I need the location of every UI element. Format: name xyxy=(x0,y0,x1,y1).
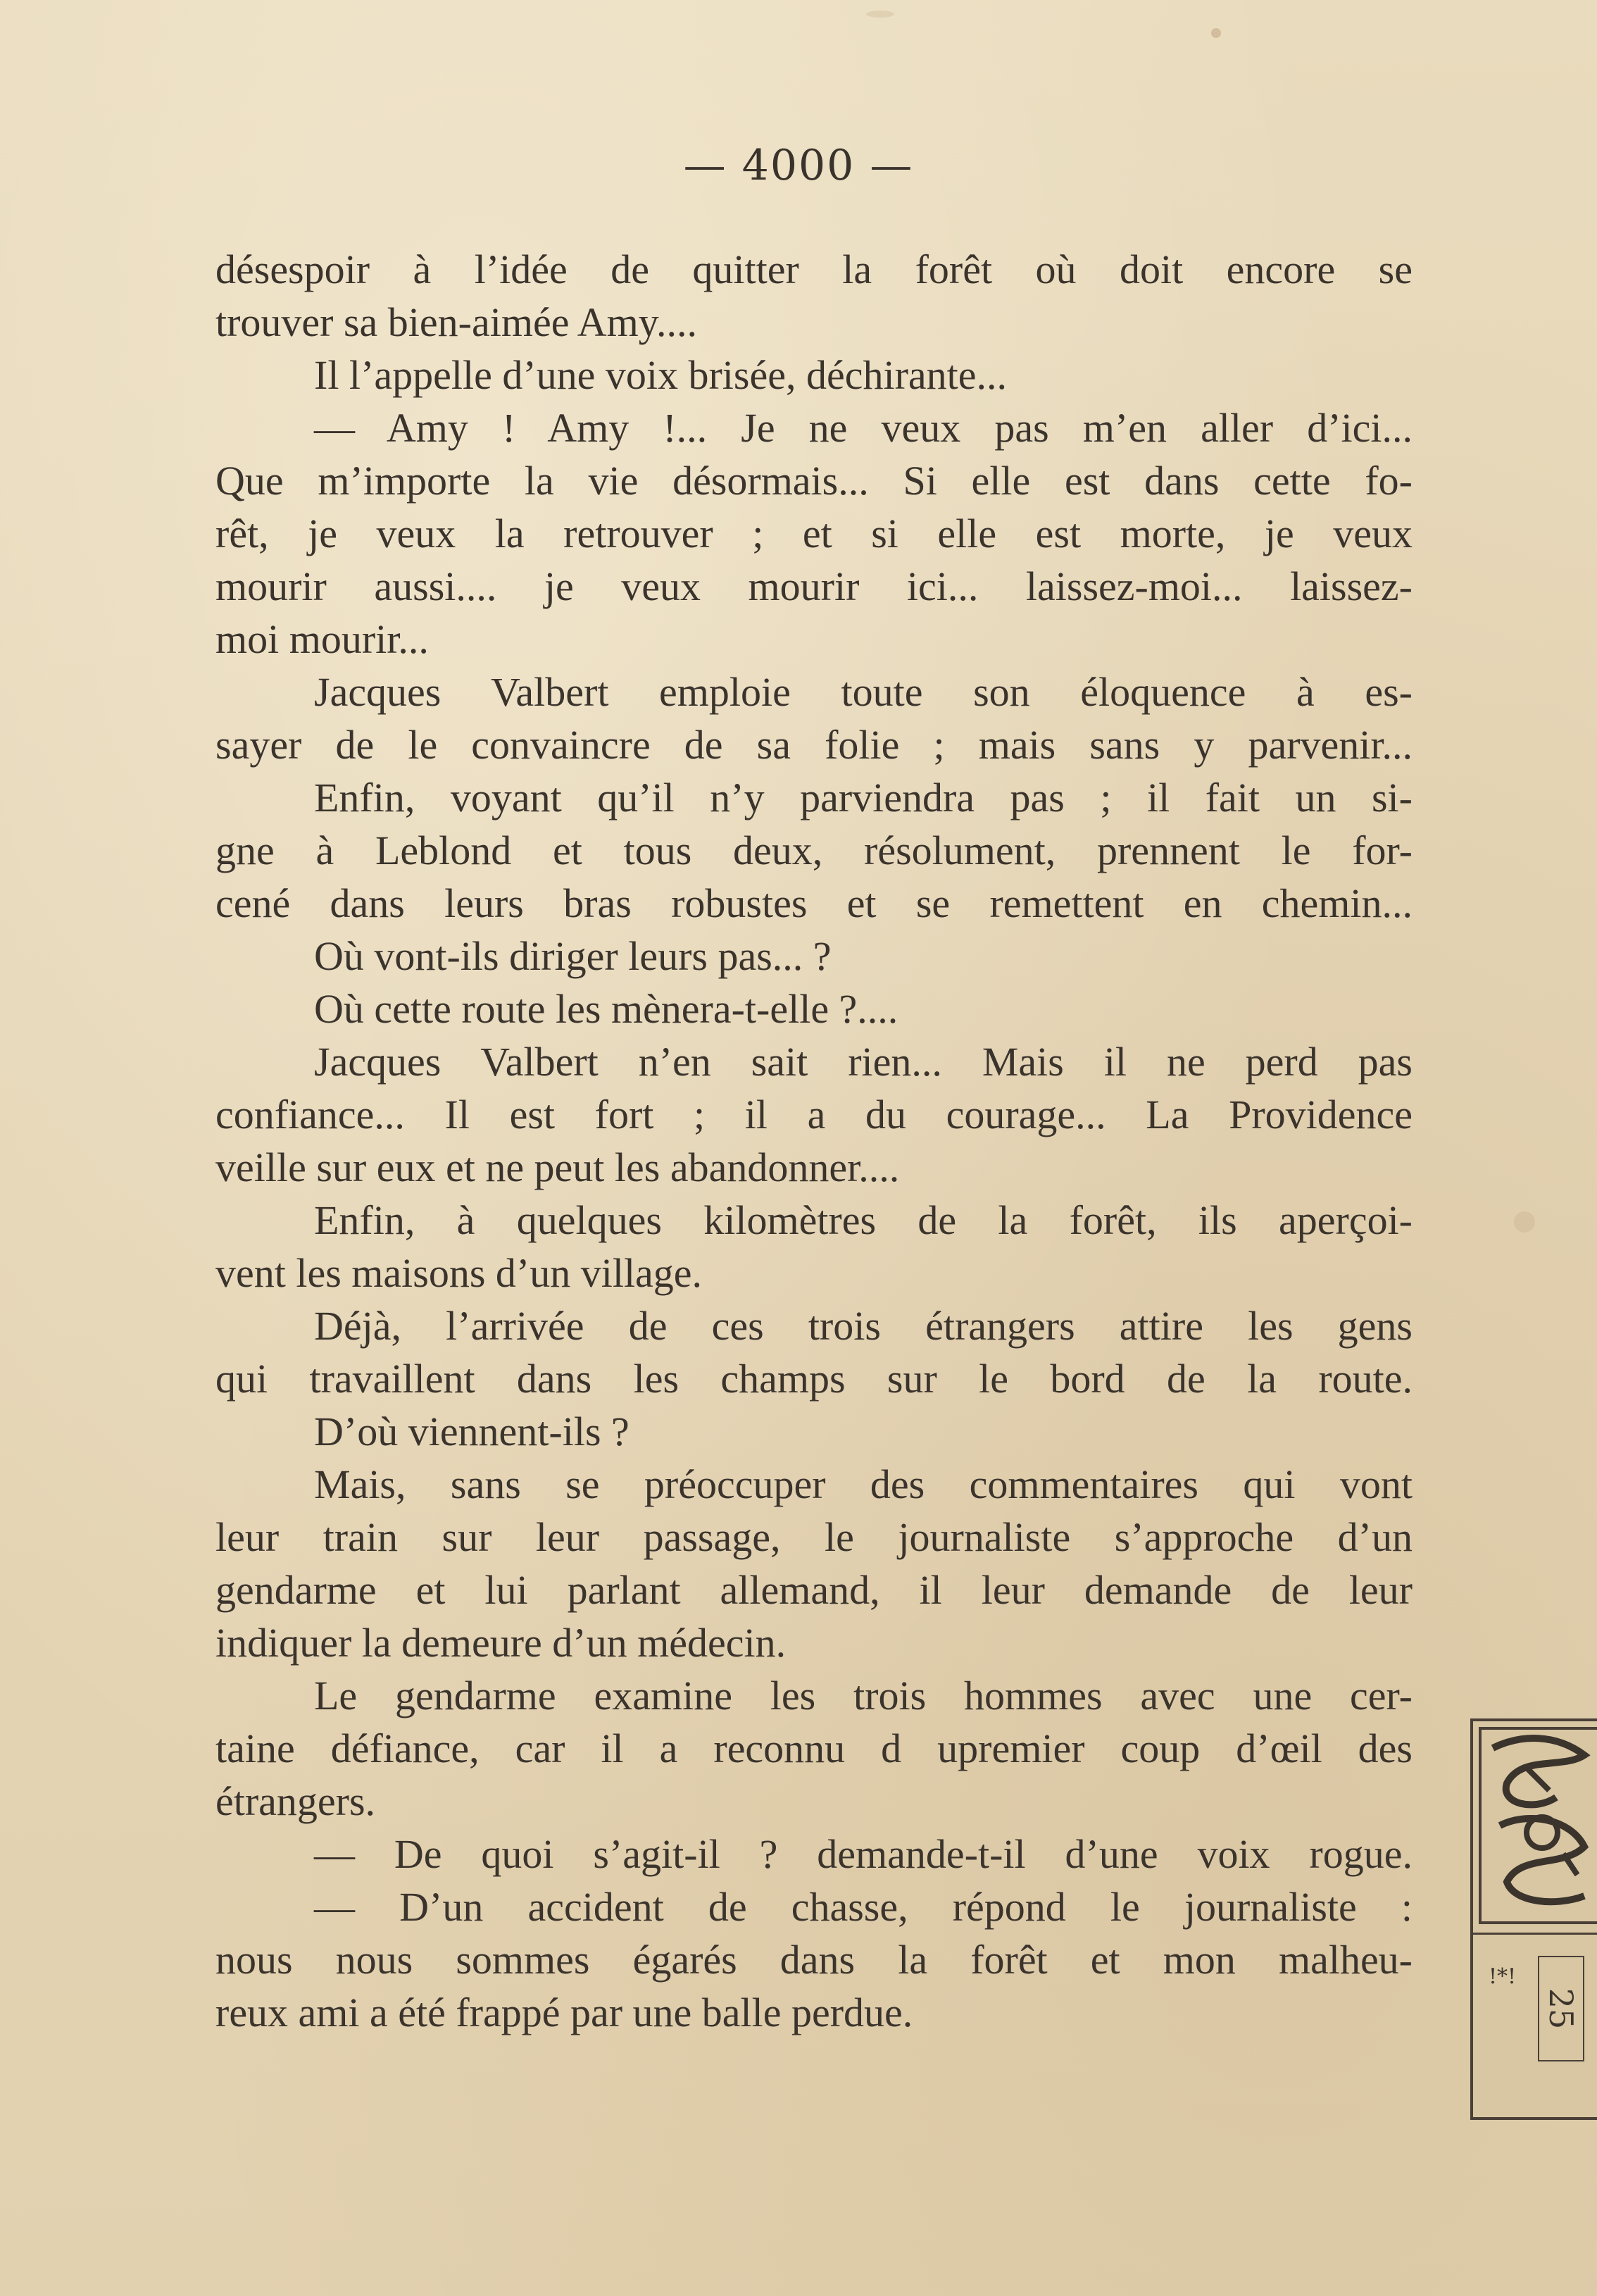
text-line: Jacques Valbert n’en sait rien... Mais il ne perd pas xyxy=(314,1039,1413,1085)
page-number: — 4000 — xyxy=(683,141,914,190)
text-line: Il l’appelle d’une voix brisée, déchirante... xyxy=(314,352,1007,398)
paper-stain xyxy=(1211,28,1221,38)
installment-number-frame xyxy=(1538,1956,1584,2061)
text-line: désespoir à l’idée de quitter la forêt où doit encore se xyxy=(215,247,1413,292)
text-line: étrangers. xyxy=(215,1778,376,1824)
text-line: gne à Leblond et tous deux, résolument, prennent le for- xyxy=(215,828,1413,873)
text-line: Déjà, l’arrivée de ces trois étrangers attire les gens xyxy=(314,1303,1413,1349)
text-line: qui travaillent dans les champs sur le bord de la route. xyxy=(215,1356,1413,1402)
text-line: mourir aussi.... je veux mourir ici... laissez-moi... laissez- xyxy=(215,563,1413,609)
text-line: Jacques Valbert emploie toute son éloquence à es- xyxy=(314,669,1413,715)
text-line: Enfin, voyant qu’il n’y parviendra pas ; il fait un si- xyxy=(314,775,1413,821)
text-line: leur train sur leur passage, le journaliste s’approche d’un xyxy=(215,1514,1413,1560)
text-line: veille sur eux et ne peut les abandonner.... xyxy=(215,1144,900,1190)
text-line: Que m’importe la vie désormais... Si elle est dans cette fo- xyxy=(215,458,1413,504)
text-line: reux ami a été frappé par une balle perdue. xyxy=(215,1990,913,2035)
text-line: Où cette route les mènera-t-elle ?.... xyxy=(314,986,898,1032)
stamp-label-box xyxy=(1473,1933,1597,2121)
ornament-icon xyxy=(1479,1727,1597,1924)
text-line: — Amy ! Amy !... Je ne veux pas m’en aller d’ici... xyxy=(314,405,1413,451)
paper-stain xyxy=(1514,1211,1535,1233)
text-line: cené dans leurs bras robustes et se remettent en chemin... xyxy=(215,880,1413,926)
paper-stain xyxy=(866,11,894,18)
text-line: rêt, je veux la retrouver ; et si elle est morte, je veux xyxy=(215,511,1413,556)
installment-stamp xyxy=(1470,1718,1597,2120)
text-line: — De quoi s’agit-il ? demande-t-il d’une voix rogue. xyxy=(314,1831,1413,1877)
text-line: Le gendarme examine les trois hommes avec une cer- xyxy=(314,1673,1413,1718)
text-line: gendarme et lui parlant allemand, il leur demande de leur xyxy=(215,1567,1413,1613)
body-text xyxy=(215,243,1413,2039)
text-line: confiance... Il est fort ; il a du courage... La Providence xyxy=(215,1092,1413,1137)
text-line: Enfin, à quelques kilomètres de la forêt, ils aperçoi- xyxy=(314,1197,1413,1243)
text-line: sayer de le convaincre de sa folie ; mais sans y parvenir... xyxy=(215,722,1413,768)
text-line: D’où viennent-ils ? xyxy=(314,1409,630,1454)
text-line: moi mourir... xyxy=(215,616,429,662)
text-line: trouver sa bien-aimée Amy.... xyxy=(215,299,697,345)
text-line: Mais, sans se préoccuper des commentaires qui vont xyxy=(314,1461,1413,1507)
text-line: — D’un accident de chasse, répond le journaliste : xyxy=(314,1884,1413,1930)
text-line: vent les maisons d’un village. xyxy=(215,1250,703,1296)
text-line: indiquer la demeure d’un médecin. xyxy=(215,1620,787,1666)
text-line: taine défiance, car il a reconnu d upremier coup d’œil des xyxy=(215,1726,1413,1771)
text-line: nous nous sommes égarés dans la forêt et mon malheu- xyxy=(215,1937,1413,1983)
installment-number: 25 xyxy=(1542,1988,1580,2030)
text-line: Où vont-ils diriger leurs pas... ? xyxy=(314,933,832,979)
stamp-marks: !*! xyxy=(1489,1964,1517,1989)
